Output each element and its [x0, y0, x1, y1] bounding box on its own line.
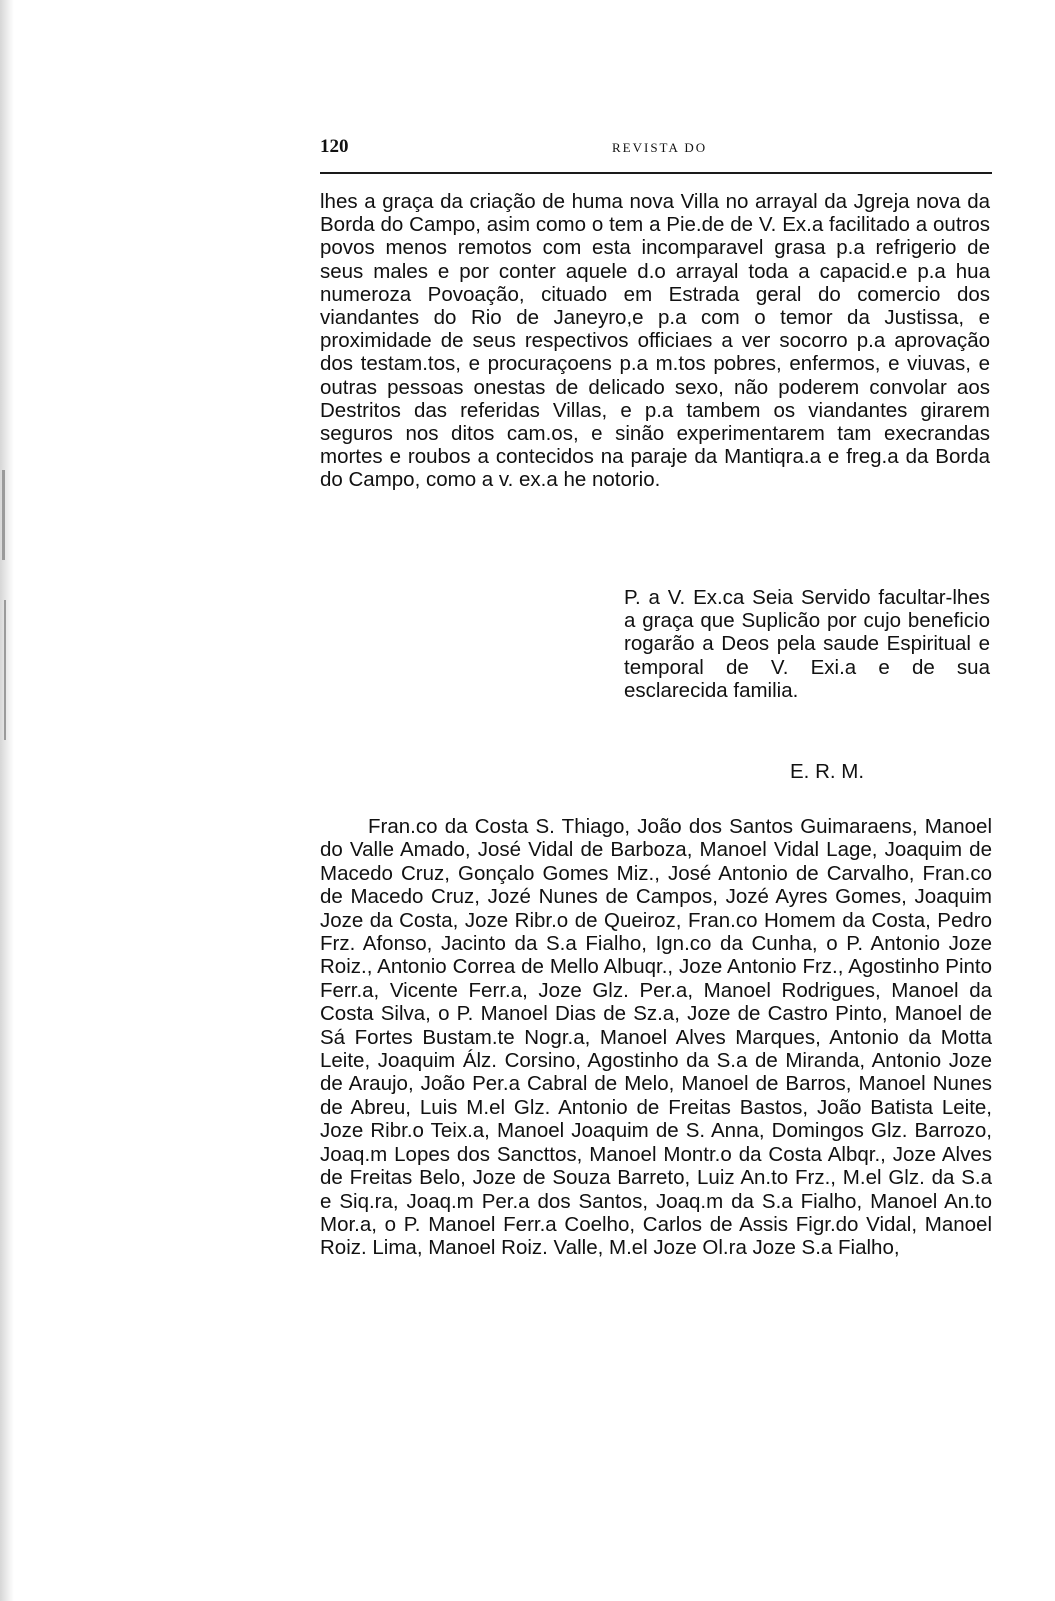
scan-edge-mark — [2, 470, 5, 560]
signatories-list: Fran.co da Costa S. Thiago, João dos Santos Guimaraens, Manoel do Valle Amado, José Vidal de Barboza, Manoel Vidal Lage, Joaquim de Macedo Cruz, Gonçalo Gomes Miz., José Antonio de Carvalho, Fran.co de Macedo Cruz, Jozé Nunes de Campos, Jozé Ayres Gomes, Joaquim Joze da Costa, Joze Ribr.o de Queiroz, Fran.co Homem da Costa, Pedro Frz. Afonso, Jacinto da S.a Fialho, Ign.co da Cunha, o P. Antonio Joze Roiz., Antonio Correa de Mello Albuqr., Joze Antonio Frz., Agostinho Pinto Ferr.a, Vicente Ferr.a, Joze Glz. Per.a, Manoel Rodrigues, Manoel da Costa Silva, o P. Manoel Dias de Sz.a, Joze de Castro Pinto, Manoel de Sá Fortes Bustam.te Nogr.a, Manoel Alves Marques, Antonio da Motta Leite, Joaquim Álz. Corsino, Agostinho da S.a de Miranda, Antonio Joze de Araujo, João Per.a Cabral de Melo, Manoel de Barros, Manoel Nunes de Abreu, Luis M.el Glz. Antonio de Freitas Bastos, João Batista Leite, Joze Ribr.o Teix.a, Manoel Joaquim de S. Anna, Domingos Glz. Barrozo, Joaq.m Lopes dos Sancttos, Manoel Montr.o da Costa Albqr., Joze Alves de Freitas Belo, Joze de Souza Barreto, Luiz An.to Frz., M.el Glz. da S.a e Siq.ra, Joaq.m Per.a dos Santos, Joaq.m da S.a Fialho, Manoel An.to Mor.a, o P. Manoel Ferr.a Coelho, Carlos de Assis Figr.do Vidal, Manoel Roiz. Lima, Manoel Roiz. Valle, M.el Joze Ol.ra Joze S.a Fialho, — [320, 815, 992, 1260]
body-paragraph: lhes a graça da criação de huma nova Villa no arrayal da Jgreja nova da Borda do Campo, asim como o tem a Pie.de de V. Ex.a facilitado a outros povos menos remotos com esta incomparavel grasa p.a refrigerio de seus males e por conter aquele d.o arrayal toda a capacid.e p.a hua numeroza Povoação, cituado em Estrada geral do comercio dos viandantes do Rio de Janeyro,e p.a com o temor da Justissa, e proximidade de seus respectivos officiaes a ver socorro p.a aprovação dos testam.tos, e procuraçoens p.a m.tos pobres, enfermos, e viuvas, e outras pessoas onestas de delicado sexo, não poderem convolar aos Destritos das referidas Villas, e p.a tambem os viandantes girarem seguros nos ditos cam.os, e sinão experimentarem tam execrandas mortes e roubos a contecidos na paraje da Mantiqra.a e freg.a da Borda do Campo, como a v. ex.a he notorio. — [320, 190, 990, 492]
scan-edge-mark — [4, 600, 6, 740]
header-rule — [320, 172, 992, 174]
page-number: 120 — [320, 136, 349, 157]
scan-edge-shadow — [0, 0, 14, 1601]
closing-formula: E. R. M. — [790, 760, 865, 783]
running-head: REVISTA DO — [612, 140, 708, 155]
petition-paragraph: P. a V. Ex.ca Seia Servido facultar-lhes a graça que Suplicão por cujo beneficio rogarão a Deos pela saude Espiritual e temporal de V. Exi.a e de sua esclarecida familia. — [624, 586, 990, 702]
page-header — [320, 136, 992, 164]
